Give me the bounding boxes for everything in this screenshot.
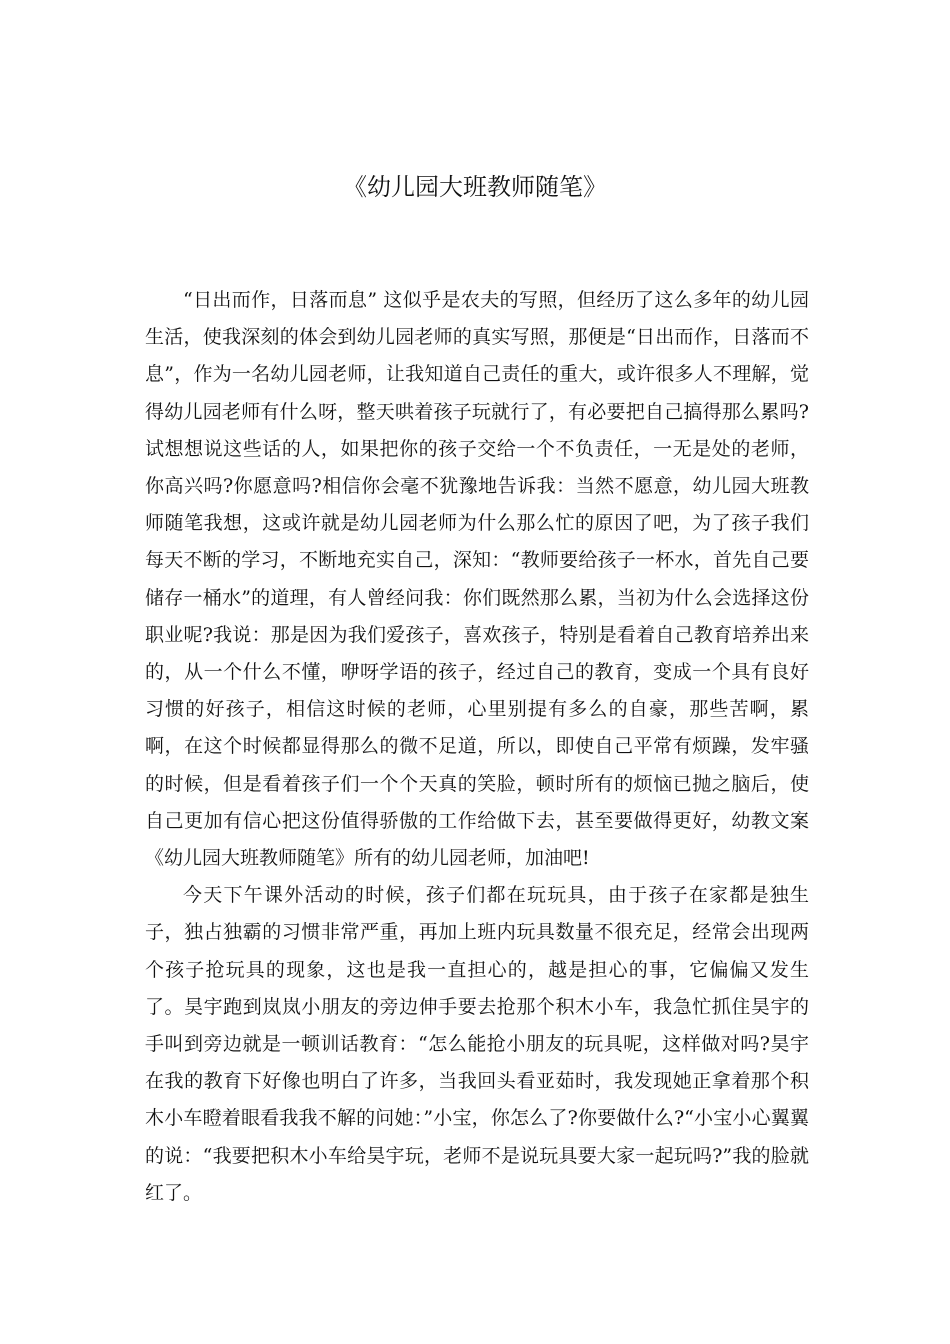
document-body	[145, 282, 809, 1212]
document-title: 《幼儿园大班教师随笔》	[343, 173, 607, 201]
paragraph-2: 今天下午课外活动的时候，孩子们都在玩玩具，由于孩子在家都是独生子，独占独霸的习惯非常严重，再加上班内玩具数量不很充足，经常会出现两个孩子抢玩具的现象，这也是我一直担心的，越是担心的事，它偏偏又发生了。昊宇跑到岚岚小朋友的旁边伸手要去抢那个积木小车，我急忙抓住昊宇的手叫到旁边就是一顿训话教育：“怎么能抢小朋友的玩具呢，这样做对吗?昊宇在我的教育下好像也明白了许多，当我回头看亚茹时，我发现她正拿着那个积木小车瞪着眼看我我不解的问她：”小宝，你怎么了?你要做什么?“小宝小心翼翼的说：“我要把积木小车给昊宇玩，老师不是说玩具要大家一起玩吗?”我的脸就红了。	[145, 884, 809, 1204]
paragraph-1: “日出而作，日落而息” 这似乎是农夫的写照，但经历了这么多年的幼儿园生活，使我深刻的体会到幼儿园老师的真实写照，那便是“日出而作，日落而不息”，作为一名幼儿园老师，让我知道自己责任的重大，或许很多人不理解，觉得幼儿园老师有什么呀，整天哄着孩子玩就行了，有必要把自己搞得那么累吗?试想想说这些话的人，如果把你的孩子交给一个不负责任，一无是处的老师，你高兴吗?你愿意吗?相信你会毫不犹豫地告诉我：当然不愿意，幼儿园大班教师随笔我想，这或许就是幼儿园老师为什么那么忙的原因了吧，为了孩子我们每天不断的学习，不断地充实自己，深知：“教师要给孩子一杯水，首先自己要储存一桶水”的道理，有人曾经问我：你们既然那么累，当初为什么会选择这份职业呢?我说：那是因为我们爱孩子，喜欢孩子，特别是看着自己教育培养出来的，从一个什么不懂，咿呀学语的孩子，经过自己的教育，变成一个具有良好习惯的好孩子，相信这时候的老师，心里别提有多么的自豪，那些苦啊，累啊，在这个时候都显得那么的微不足道，所以，即使自己平常有烦躁，发牢骚的时候，但是看着孩子们一个个天真的笑脸，顿时所有的烦恼已抛之脑后，使自己更加有信心把这份值得骄傲的工作给做下去，甚至要做得更好，幼教文案《幼儿园大班教师随笔》所有的幼儿园老师，加油吧!	[145, 289, 809, 870]
